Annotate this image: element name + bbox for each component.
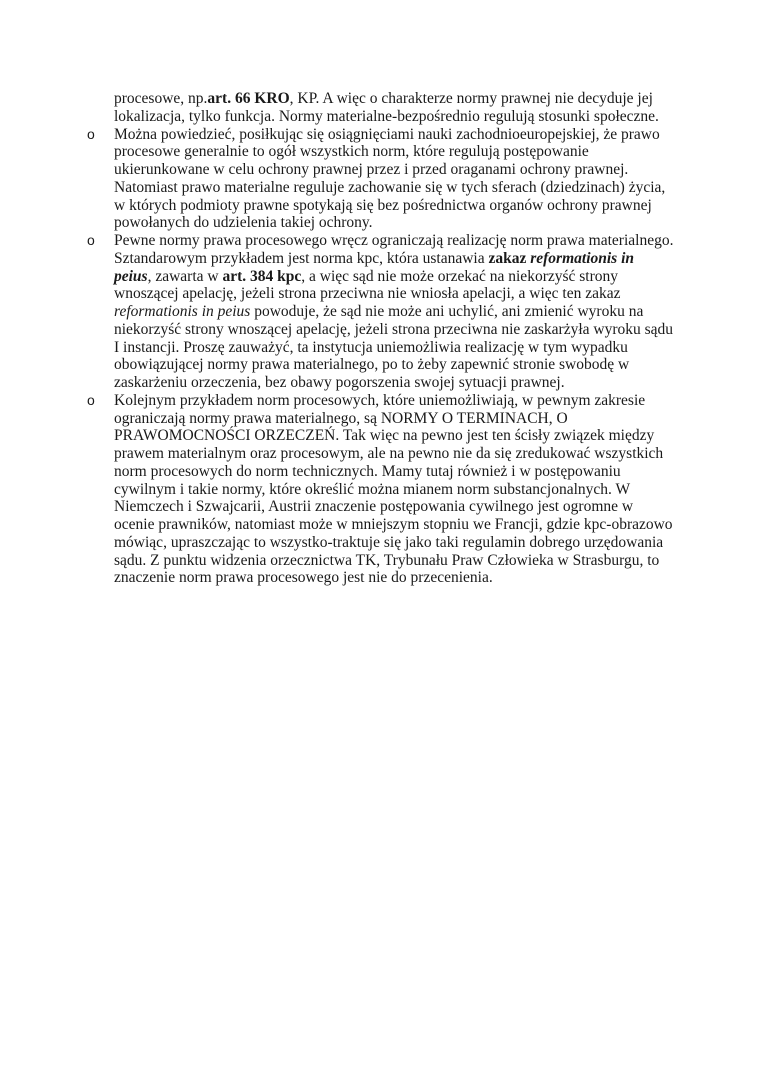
text-line <box>114 250 704 268</box>
text-line <box>114 197 704 215</box>
intro-paragraph <box>114 90 704 126</box>
bold-italic-text: peius <box>114 267 148 285</box>
text-line <box>114 569 704 587</box>
text-run: ocenie prawników, natomiast może w mniejszym stopniu we Francji, gdzie kpc-obrazowo <box>114 516 673 533</box>
text-run: procesowe, np. <box>114 90 208 107</box>
text-line <box>114 463 704 481</box>
text-run: ukierunkowane w celu ochrony prawnej przez i przed oraganami ochrony prawnej. <box>114 161 629 178</box>
text-run: lokalizacja, tylko funkcja. Normy materialne-bezpośrednio regulują stosunki społeczne. <box>114 107 659 125</box>
text-line <box>114 303 704 321</box>
list-item <box>87 125 704 233</box>
text-line <box>114 516 704 534</box>
text-run: procesowe generalnie to ogół wszystkich norm, które regulują postępowanie <box>114 143 589 161</box>
text-run: Natomiast prawo materialne reguluje zachowanie się w tych sferach (dziedzinach) życia, <box>114 178 666 196</box>
text-line <box>114 392 704 410</box>
italic-text: reformationis in peius <box>114 303 251 320</box>
text-run: wnoszącej apelację, jeżeli strona przeciwna nie wniosła apelacji, a więc ten zakaz <box>114 285 621 303</box>
text-run: Można powiedzieć, posiłkując się osiągnięciami nauki zachodnioeuropejskiej, że prawo <box>114 125 660 143</box>
text-line <box>114 268 704 286</box>
list-item <box>87 391 704 587</box>
text-run: Sztandarowym przykładem jest norma kpc, która ustanawia <box>114 249 489 267</box>
text-run: , zawarta w <box>147 267 223 285</box>
text-line <box>114 374 704 392</box>
text-line <box>114 410 704 428</box>
bold-text: art. 384 kpc <box>222 267 302 285</box>
text-line <box>114 534 704 552</box>
text-line <box>114 339 704 357</box>
text-line <box>114 90 704 108</box>
bullet-marker: o <box>87 232 95 248</box>
text-line <box>114 356 704 374</box>
text-run: Niemczech i Szwajcarii, Austrii znaczenie postępowania cywilnego jest ogromne w <box>114 498 634 516</box>
bold-text: zakaz <box>488 249 531 267</box>
text-run: sądu. Z punktu widzenia orzecznictwa TK, Trybunału Praw Człowieka w Strasburgu, to <box>114 551 660 569</box>
text-run: ograniczają normy prawa materialnego, są NORMY O TERMINACH, O <box>114 409 568 427</box>
text-run: obowiązującej normy prawa materialnego, po to żeby zapewnić stronie swobodę w <box>114 356 630 374</box>
text-line <box>114 161 704 179</box>
text-run: PRAWOMOCNOŚCI ORZECZEŃ. Tak więc na pewno jest ten ścisły związek między <box>114 427 655 445</box>
text-run: mówiąc, upraszczając to wszystko-traktuje się jako taki regulamin dobrego urzędowania <box>114 533 664 551</box>
text-line <box>114 108 704 126</box>
text-line <box>114 179 704 197</box>
text-line <box>114 143 704 161</box>
bold-text: art. 66 KRO <box>207 90 290 107</box>
text-run: powołanych do udzielenia takiej ochrony. <box>114 214 373 232</box>
text-line <box>114 321 704 339</box>
text-line <box>114 214 704 232</box>
text-run: Kolejnym przykładem norm procesowych, które uniemożliwiają, w pewnym zakresie <box>114 391 646 409</box>
text-run: I instancji. Proszę zauważyć, ta instytucja uniemożliwia realizację w tym wypadku <box>114 338 628 356</box>
text-line <box>114 427 704 445</box>
text-line <box>114 552 704 570</box>
bullet-marker: o <box>87 125 95 142</box>
bullet-marker: o <box>87 391 95 408</box>
bold-italic-text: reformationis in <box>530 249 635 267</box>
text-run: zaskarżeniu orzeczenia, bez obawy pogorszenia swojej sytuacji prawnej. <box>114 374 565 391</box>
text-run: powoduje, że sąd nie może ani uchylić, ani zmienić wyroku na <box>250 303 644 320</box>
text-run: w których podmioty prawne spotykają się bez pośrednictwa organów ochrony prawnej <box>114 196 652 214</box>
text-line <box>114 481 704 499</box>
text-run: norm procesowych do norm technicznych. Mamy tutaj również i w postępowaniu <box>114 462 621 480</box>
text-run: , KP. A więc o charakterze normy prawnej nie decyduje jej <box>289 90 653 107</box>
text-line <box>114 498 704 516</box>
text-line <box>114 445 704 463</box>
text-run: cywilnym i takie normy, które określić można mianem norm substancjonalnych. W <box>114 480 631 498</box>
bulleted-list <box>0 126 760 588</box>
text-line <box>114 285 704 303</box>
list-item <box>87 232 704 392</box>
text-line <box>114 126 704 144</box>
text-run: niekorzyść strony wnoszącej apelację, jeżeli strona przeciwna nie zaskarżyła wyroku sądu <box>114 320 674 338</box>
text-run: Pewne normy prawa procesowego wręcz ograniczają realizację norm prawa materialnego. <box>114 232 674 249</box>
text-line <box>114 232 704 250</box>
document-body <box>0 90 760 587</box>
text-run: prawem materialnym oraz procesowym, ale na pewno nie da się zredukować wszystkich <box>114 445 664 462</box>
text-run: , a więc sąd nie może orzekać na niekorzyść strony <box>301 267 619 285</box>
text-run: znaczenie norm prawa procesowego jest nie do przecenienia. <box>114 569 493 587</box>
